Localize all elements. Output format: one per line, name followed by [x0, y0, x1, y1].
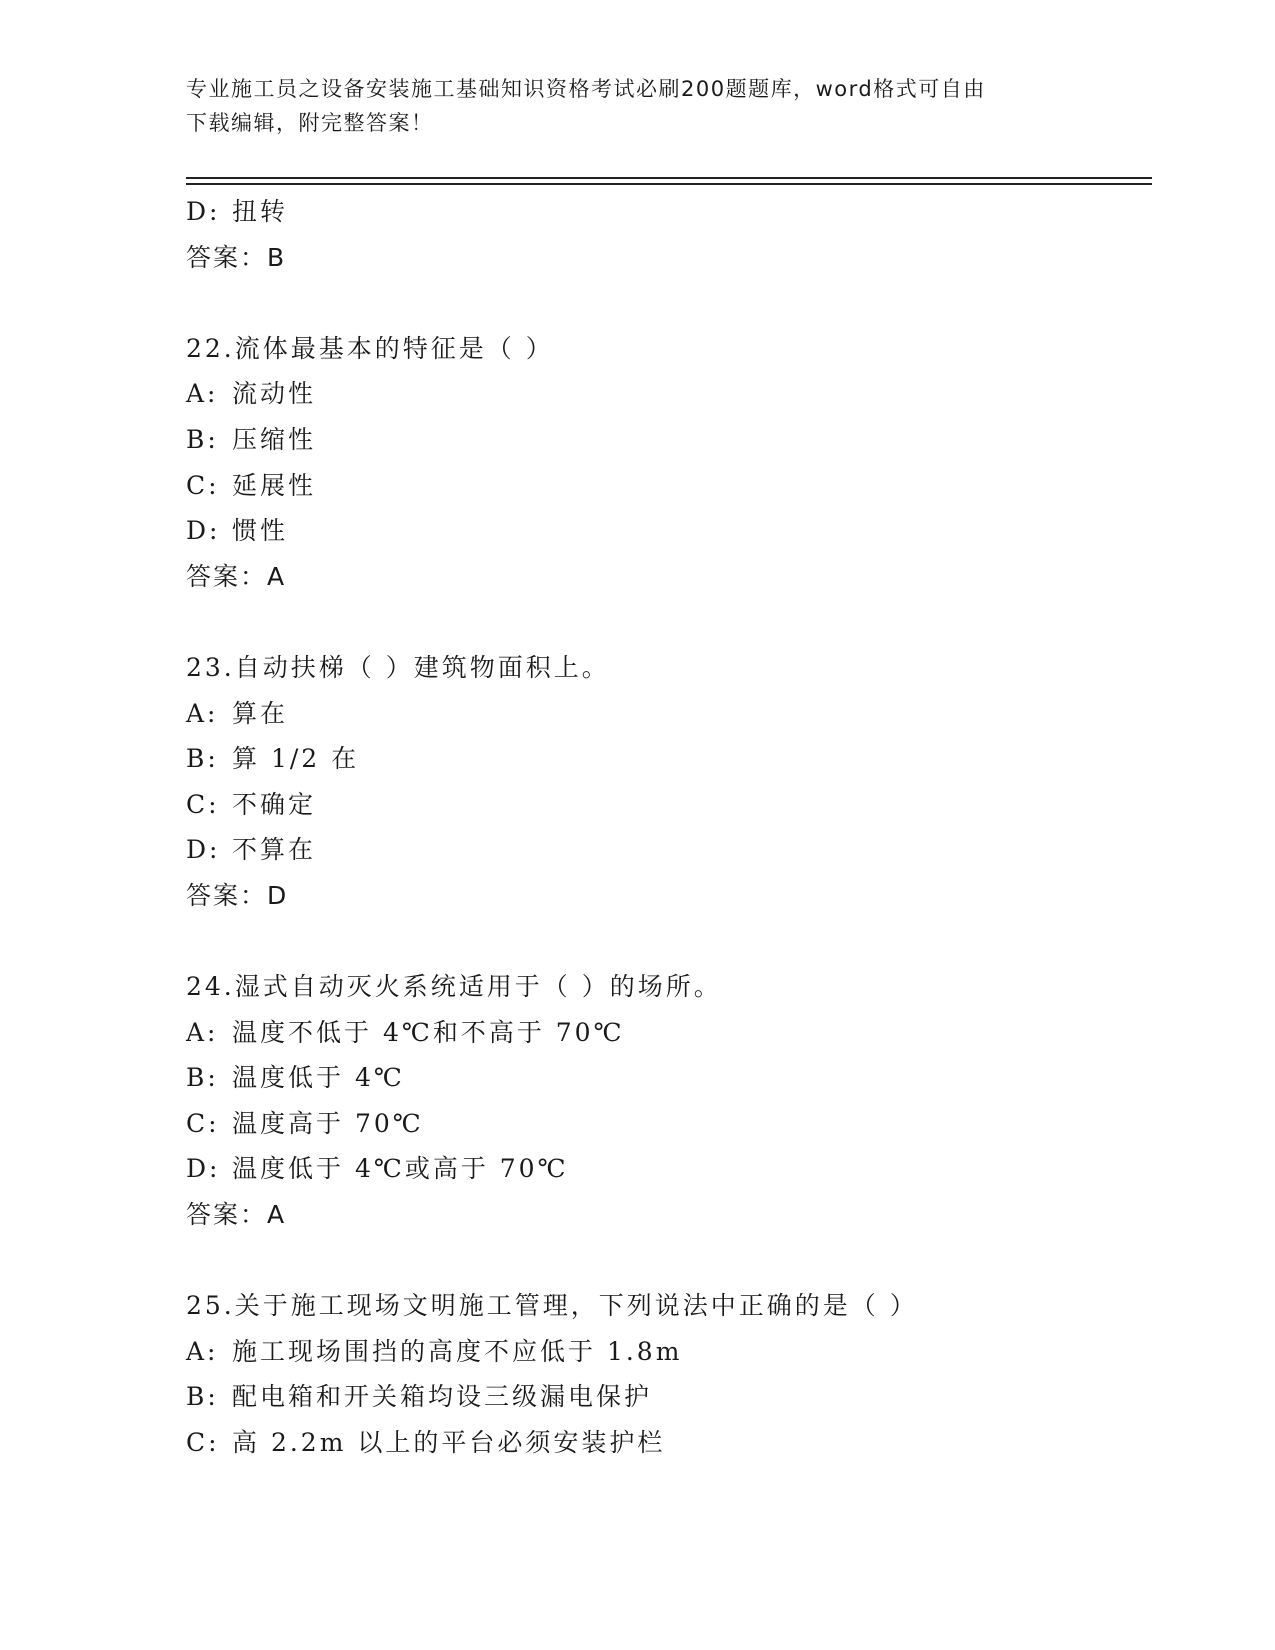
option-key: D: [186, 835, 221, 865]
question-25-option-b [186, 1374, 1146, 1420]
question-23-stem: 23.自动扶梯（ ）建筑物面积上。 [186, 652, 610, 682]
option-text: 不算在 [232, 835, 317, 865]
question-22-option-c [186, 463, 1146, 509]
option-text: 延展性 [232, 470, 317, 500]
option-text: 配电箱和开关箱均设三级漏电保护 [232, 1382, 653, 1412]
option-text: 惯性 [232, 516, 289, 546]
question-23-answer: 答案：D [186, 880, 289, 910]
question-24-answer: 答案：A [186, 1200, 287, 1230]
option-key: B: [186, 424, 219, 454]
option-key: D: [186, 197, 221, 226]
option-key: D: [186, 516, 221, 546]
option-key: C: [186, 1108, 220, 1138]
spacer [186, 1238, 1146, 1284]
question-24-option-d [186, 1146, 1146, 1192]
header-title-line-2: 下载编辑，附完整答案！ [186, 111, 434, 135]
option-text: 扭转 [232, 197, 289, 226]
header-divider-bottom [186, 183, 1152, 185]
question-list [186, 189, 1146, 1466]
option-text: 算 1/2 在 [232, 744, 360, 774]
spacer [186, 919, 1146, 965]
option-key: B: [186, 1382, 219, 1412]
header-divider-top [186, 177, 1152, 179]
question-25-option-c [186, 1420, 1146, 1466]
question-22-option-d [186, 508, 1146, 554]
option-text: 温度低于 4℃ [232, 1063, 405, 1093]
question-22-option-b [186, 417, 1146, 463]
question-25-option-a [186, 1329, 1146, 1375]
question-24-stem: 24.湿式自动灭火系统适用于（ ）的场所。 [186, 972, 722, 1002]
option-key: A: [186, 1017, 219, 1047]
question-23-option-d [186, 827, 1146, 873]
header-title-line-1: 专业施工员之设备安装施工基础知识资格考试必刷200题题库，word格式可自由 [186, 77, 986, 101]
option-text: 压缩性 [232, 424, 317, 454]
option-text: 温度不低于 4℃和不高于 70℃ [232, 1017, 625, 1047]
question-22-answer: 答案：A [186, 561, 287, 591]
option-text: 流动性 [232, 379, 317, 409]
option-key: A: [186, 1336, 219, 1366]
option-key: C: [186, 1428, 220, 1458]
spacer [186, 280, 1146, 326]
option-key: A: [186, 698, 219, 728]
spacer [186, 599, 1146, 645]
option-key: D: [186, 1154, 221, 1184]
question-22-option-a [186, 371, 1146, 417]
question-23-option-c [186, 782, 1146, 828]
option-text: 高 2.2m 以上的平台必须安装护栏 [232, 1428, 666, 1458]
option-text: 温度高于 70℃ [232, 1108, 424, 1138]
fragment-option-d [186, 189, 1146, 235]
option-text: 算在 [232, 698, 289, 728]
option-key: A: [186, 379, 219, 409]
option-key: C: [186, 789, 220, 819]
question-25-stem: 25.关于施工现场文明施工管理，下列说法中正确的是（ ） [186, 1291, 918, 1321]
question-23-option-b [186, 736, 1146, 782]
option-key: B: [186, 744, 219, 774]
option-key: B: [186, 1063, 219, 1093]
option-text: 不确定 [232, 789, 317, 819]
fragment-answer: 答案：B [186, 242, 287, 272]
question-24-option-a [186, 1010, 1146, 1056]
document-header [186, 72, 1066, 140]
question-22-stem: 22.流体最基本的特征是（ ） [186, 333, 554, 363]
question-24-option-c [186, 1101, 1146, 1147]
question-24-option-b [186, 1055, 1146, 1101]
question-23-option-a [186, 691, 1146, 737]
option-key: C: [186, 470, 220, 500]
option-text: 施工现场围挡的高度不应低于 1.8m [232, 1336, 683, 1366]
option-text: 温度低于 4℃或高于 70℃ [232, 1154, 569, 1184]
